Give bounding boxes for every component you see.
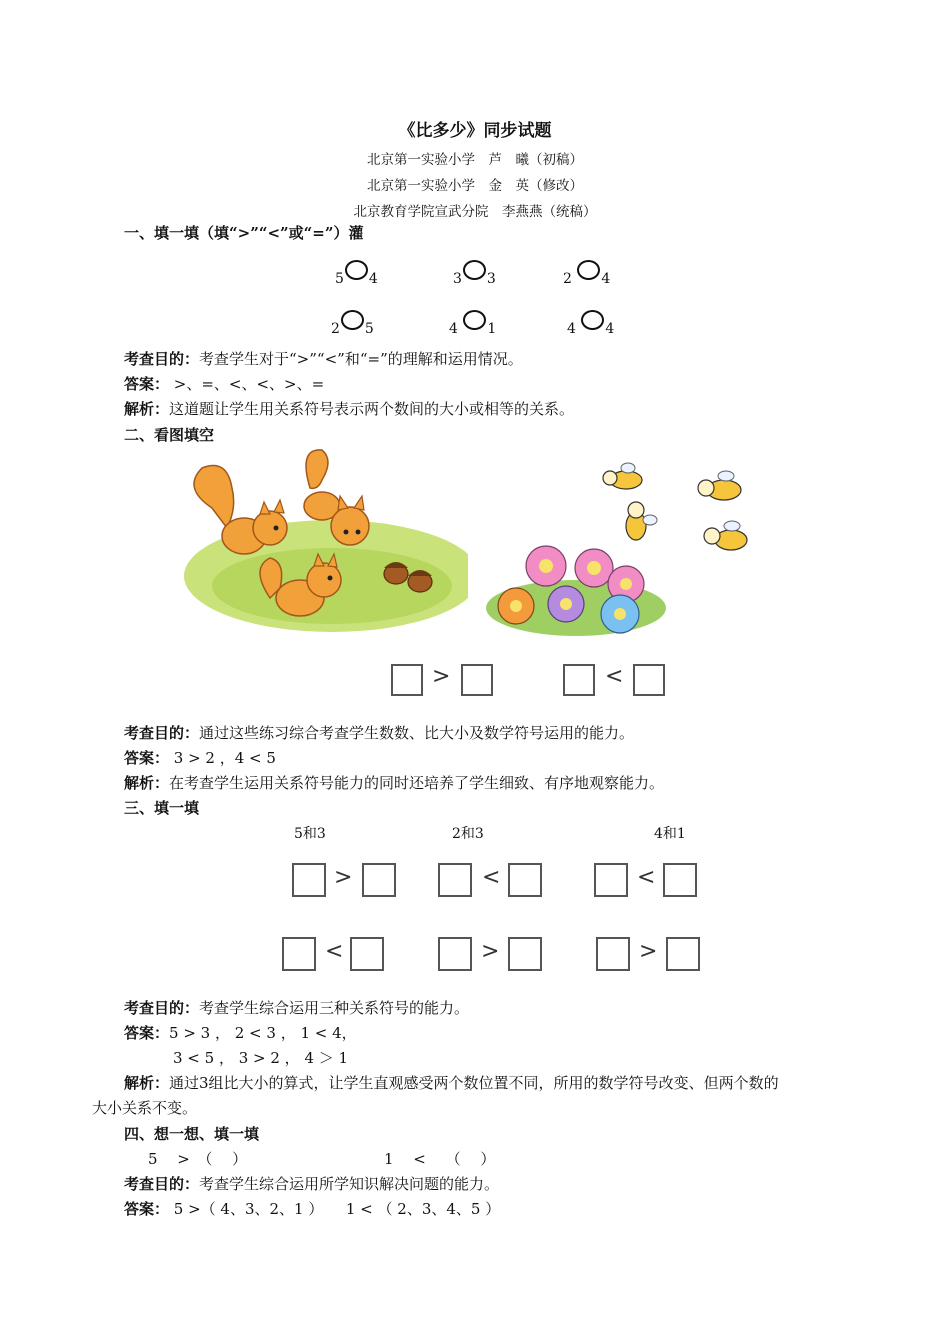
answer-box[interactable] [594,863,628,897]
compare-item: 2 5 [331,310,374,337]
answer-circle[interactable] [463,260,486,280]
symbol-gt: > [639,939,658,964]
answer-circle[interactable] [345,260,368,280]
answer-box[interactable] [438,863,472,897]
flower-figure [498,588,534,624]
section-3-answer: 答案：5 > 3 ， 2 < 3 ， 1 < 4， [124,1024,357,1042]
compare-item: 2 4 [563,260,610,287]
section-2-answer: 答案： 3 > 2 ，4 < 5 [124,749,276,767]
symbol-gt: > [481,939,500,964]
section-2-heading: 二、看图填空 [124,426,215,444]
question-1: 5 > （ ） [148,1150,248,1168]
section-3-analysis: 解析：通过3组比大小的算式，让学生直观感受两个数位置不同，所用的数学符号改变、但两个数的 [124,1074,779,1092]
author-line-1: 北京第一实验小学 芦 曦（初稿） [367,152,583,168]
answer-circle[interactable] [577,260,600,280]
section-1-analysis: 解析：这道题让学生用关系符号表示两个数间的大小或相等的关系。 [124,400,575,418]
bee-figure [603,463,642,489]
section-4-purpose: 考查目的：考查学生综合运用所学知识解决问题的能力。 [124,1175,500,1193]
symbol-lt: < [325,939,344,964]
bee-figure [698,471,741,500]
section-4-heading: 四、想一想、填一填 [124,1125,260,1143]
section-3-analysis-line-2: 大小关系不变。 [92,1099,198,1117]
answer-box[interactable] [666,937,700,971]
acorn-figure [408,570,432,592]
squirrels-and-acorns-image [182,448,468,636]
section-2-analysis: 解析：在考查学生运用关系符号能力的同时还培养了学生细致、有序地观察能力。 [124,774,665,792]
bee-figure [704,521,747,550]
symbol-lt: < [605,664,624,689]
number-pair: 4和1 [654,826,686,842]
question-2: 1 < （ ） [384,1150,496,1168]
answer-circle[interactable] [581,310,604,330]
compare-item: 4 1 [449,310,496,337]
acorn-figure [384,562,408,584]
bees-and-flowers-image [486,458,768,636]
section-1-purpose: 考查目的：考查学生对于“>”“<”和“=”的理解和运用情况。 [124,350,523,368]
answer-box[interactable] [282,937,316,971]
section-2-purpose: 考查目的：通过这些练习综合考查学生数数、比大小及数学符号运用的能力。 [124,724,635,742]
section-3-answer-line-2: 3 < 5 ， 3 > 2 ， 4 ＞ 1 [173,1049,349,1067]
answer-box[interactable] [596,937,630,971]
answer-circle[interactable] [463,310,486,330]
page-title: 《比多少》同步试题 [398,121,552,141]
answer-box[interactable] [508,937,542,971]
answer-box[interactable] [391,664,423,696]
number-pair: 2和3 [452,826,484,842]
answer-box[interactable] [461,664,493,696]
section-1-answer: 答案： >、=、<、<、>、= [124,375,325,393]
section-1-heading: 一、填一填（填“>”“<”或“=”）灌 [124,224,364,242]
flower-figure [548,586,584,622]
compare-item: 3 3 [453,260,496,287]
symbol-lt: < [482,865,501,890]
answer-box[interactable] [663,863,697,897]
answer-box[interactable] [633,664,665,696]
number-pair: 5和3 [294,826,326,842]
flower-figure [575,549,613,587]
symbol-gt: > [334,865,353,890]
answer-box[interactable] [438,937,472,971]
symbol-gt: > [432,664,451,689]
answer-box[interactable] [563,664,595,696]
answer-circle[interactable] [341,310,364,330]
answer-box[interactable] [362,863,396,897]
answer-box[interactable] [292,863,326,897]
compare-item: 5 4 [335,260,378,287]
author-line-3: 北京教育学院宣武分院 李燕燕（统稿） [353,204,597,220]
flower-figure [601,595,639,633]
compare-item: 4 4 [567,310,614,337]
section-4-answer: 答案： 5 >（ 4、3、2、1 ） 1 < （ 2、3、4、5 ） [124,1200,501,1218]
flower-figure [526,546,566,586]
answer-box[interactable] [350,937,384,971]
answer-box[interactable] [508,863,542,897]
author-line-2: 北京第一实验小学 金 英（修改） [367,178,583,194]
section-3-heading: 三、填一填 [124,799,200,817]
symbol-lt: < [637,865,656,890]
bee-figure [626,502,657,540]
section-3-purpose: 考查目的：考查学生综合运用三种关系符号的能力。 [124,999,470,1017]
squirrel-figure [194,466,287,555]
